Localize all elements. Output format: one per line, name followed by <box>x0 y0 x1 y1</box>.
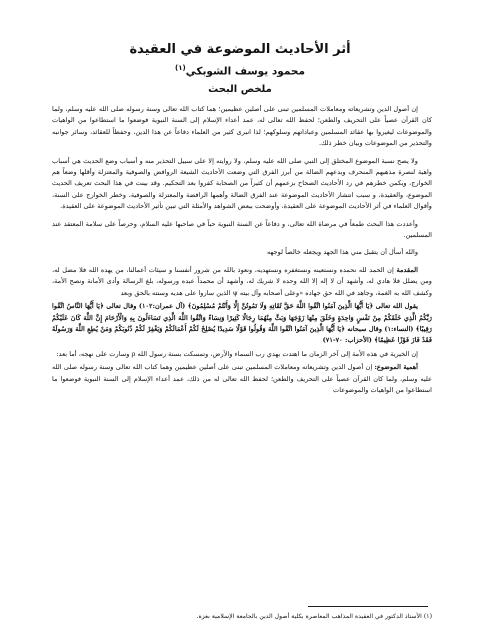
abstract-paragraph-1: إن أصول الدين وتشريعاته ومعاملات المسلمين تبنى على أصلين عظيمين؛ هما كتاب الله تعالى وسنة رسوله صلى الله عليه وسلم، ولما كان القرآن عصياً على التحريف والطعن؛ لحفظ الله تعالى له، عمد أعداء الإسلام إلى السنة النبوية فوضعوا ما استطاعوا من الواهيات والموضوعات ليغيروا بها عقائد المسلمين وعباداتهم وسلوكهم؛ لذا انبرى كثير من العلماء دفاعاً عن هذا الدين، وحفظاً للعقائد، وسائر جوانبه والتحذير من الموضوعات وبيان خطر ذلك. <box>52 105 432 148</box>
author-name: محمود يوسف الشوبكي <box>185 65 305 78</box>
introduction-paragraph <box>52 265 432 299</box>
abstract-paragraph-3: وأعددت هذا البحث طمعاً في مرضاة الله تعالى، و دفاعاً عن السنة النبوية حباً في صاحبها عليه السلام، وحرصاً على سلامة المعتقد عند المسلمين. <box>52 219 432 240</box>
closing-introduction: إن الخيرية في هذه الأمة إلى آخر الزمان ما اهتدت بهدي رب السماء والأرض، وتمسكت بسنة رسول الله ρ وسارت على نهجه، أما بعد: <box>56 349 418 358</box>
author-line <box>0 64 480 78</box>
importance-paragraph <box>52 362 432 396</box>
importance-text: إن أصول الدين وتشريعاته ومعاملات المسلمين تبنى على أصلين عظيمين وهما كتاب الله تعالى وسنة رسوله صلى الله عليه وسلم، ولما كان القرآن عصياً على التحريف والطعن؛ لحفظ الله تعالى له من ذلك، عمد أعداء الإسلام إلى السنة النبوية فوضعوا ما استطاعوا من الواهيات والموضوعات <box>52 363 432 394</box>
abstract-closing: والله أسأل أن يتقبل مني هذا الجهد ويجعله خالصاً لوجهه <box>266 248 418 257</box>
importance-label: أهمية الموضوع: <box>374 363 419 372</box>
quran-verses: يقول الله تعالى ﴿يَا أَيُّهَا الَّذِينَ آمَنُوا اتَّقُوا اللَّهَ حَقَّ تُقَاتِهِ وَلَا تَمُوتُنَّ إِلَّا وَأَنْتُمْ مُسْلِمُونَ﴾ (آل عمران:١٠٢) وقال تعالى ﴿يَا أَيُّهَا النَّاسُ اتَّقُوا رَبَّكُمُ الَّذِي خَلَقَكُمْ مِنْ نَفْسٍ وَاحِدَةٍ وَخَلَقَ مِنْهَا زَوْجَهَا وَبَثَّ مِنْهُمَا رِجَالًا كَثِيرًا وَنِسَاءً وَاتَّقُوا اللَّهَ الَّذِي تَسَاءَلُونَ بِهِ وَالْأَرْحَامَ إِنَّ اللَّهَ كَانَ عَلَيْكُمْ رَقِيبًا﴾ (النساء:١) وقال سبحانه ﴿يَا أَيُّهَا الَّذِينَ آمَنُوا اتَّقُوا اللَّهَ وَقُولُوا قَوْلًا سَدِيدًا يُصْلِحْ لَكُمْ أَعْمَالَكُمْ وَيَغْفِرْ لَكُمْ ذُنُوبَكُمْ وَمَنْ يُطِعِ اللَّهَ وَرَسُولَهُ فَقَدْ فَازَ فَوْزًا عَظِيمًا﴾ (الأحزاب: ٧٠-٧١) <box>52 302 432 345</box>
paper-title: أثر الأحاديث الموضوعة في العقيدة <box>129 42 351 57</box>
introduction-text: إن الحمد لله نحمده ونستعينه ونستغفره ونستهديه، ونعوذ بالله من شرور أنفسنا و سيئات أعمالنا، من يهده الله فلا مضل له، ومن يضلل فلا هادي له، وأشهد أن لا إله إلا الله وحده لا شريك له، وأشهد أن محمداً عبده ورسوله، بلغ الرسالة وأدى الأمانة ونصح الأمة، وكشف الله به الغمة، وجاهد في الله حق جهاده «وعلى أصحابه وآل بيته ψ الذين ساروا على هديه وسنته بالحق وبعد <box>52 265 432 297</box>
footnote-separator <box>308 606 428 607</box>
document-body <box>52 104 432 402</box>
footnote-marker: (١) <box>175 64 186 72</box>
abstract-heading: ملخص البحث <box>208 84 272 95</box>
abstract-paragraph-2: ولا يصح نسبة الموضوع المختلق إلى النبي صلى الله عليه وسلم، ولا روايته إلا على سبيل التحذير منه و أسباب وضع الحديث هي أسباب واهية لنصرة مذهبهم المنحرف وبدعهم الضالة من أبرز الفرق التي وضعت الأحاديث الشيعة الروافض والصوفية والمعتزلة وأقلها وضعاً هم الخوارج، ويكمن خطرهم في رد الأحاديث الصحاح بزعمهم أن كثيراً من الصحابة كفروا بعد التحكيم. وقد بينت في هذا البحث تعريف الحديث الموضوع، والعقيدة، و سبب انتشار الأحاديث الموضوعة عند الفرق الضالة وأهمها الرافضة والمعتزلة والصوفية، وخطر الخوارج على السنة، وأقوال العلماء في أثر الأحاديث الموضوعة على العقيدة، وأوضحت ببعض الشواهد والأمثلة التي تبين تأثير الأحاديث الموضوعة على العقيدة. <box>52 156 432 211</box>
introduction-label: المقدمة <box>396 265 418 274</box>
footnote: (١) الأستاذ الدكتور في العقيدة المذاهب المعاصرة بكلية أصول الدين بالجامعة الإسلامية بغزة. <box>196 613 432 620</box>
